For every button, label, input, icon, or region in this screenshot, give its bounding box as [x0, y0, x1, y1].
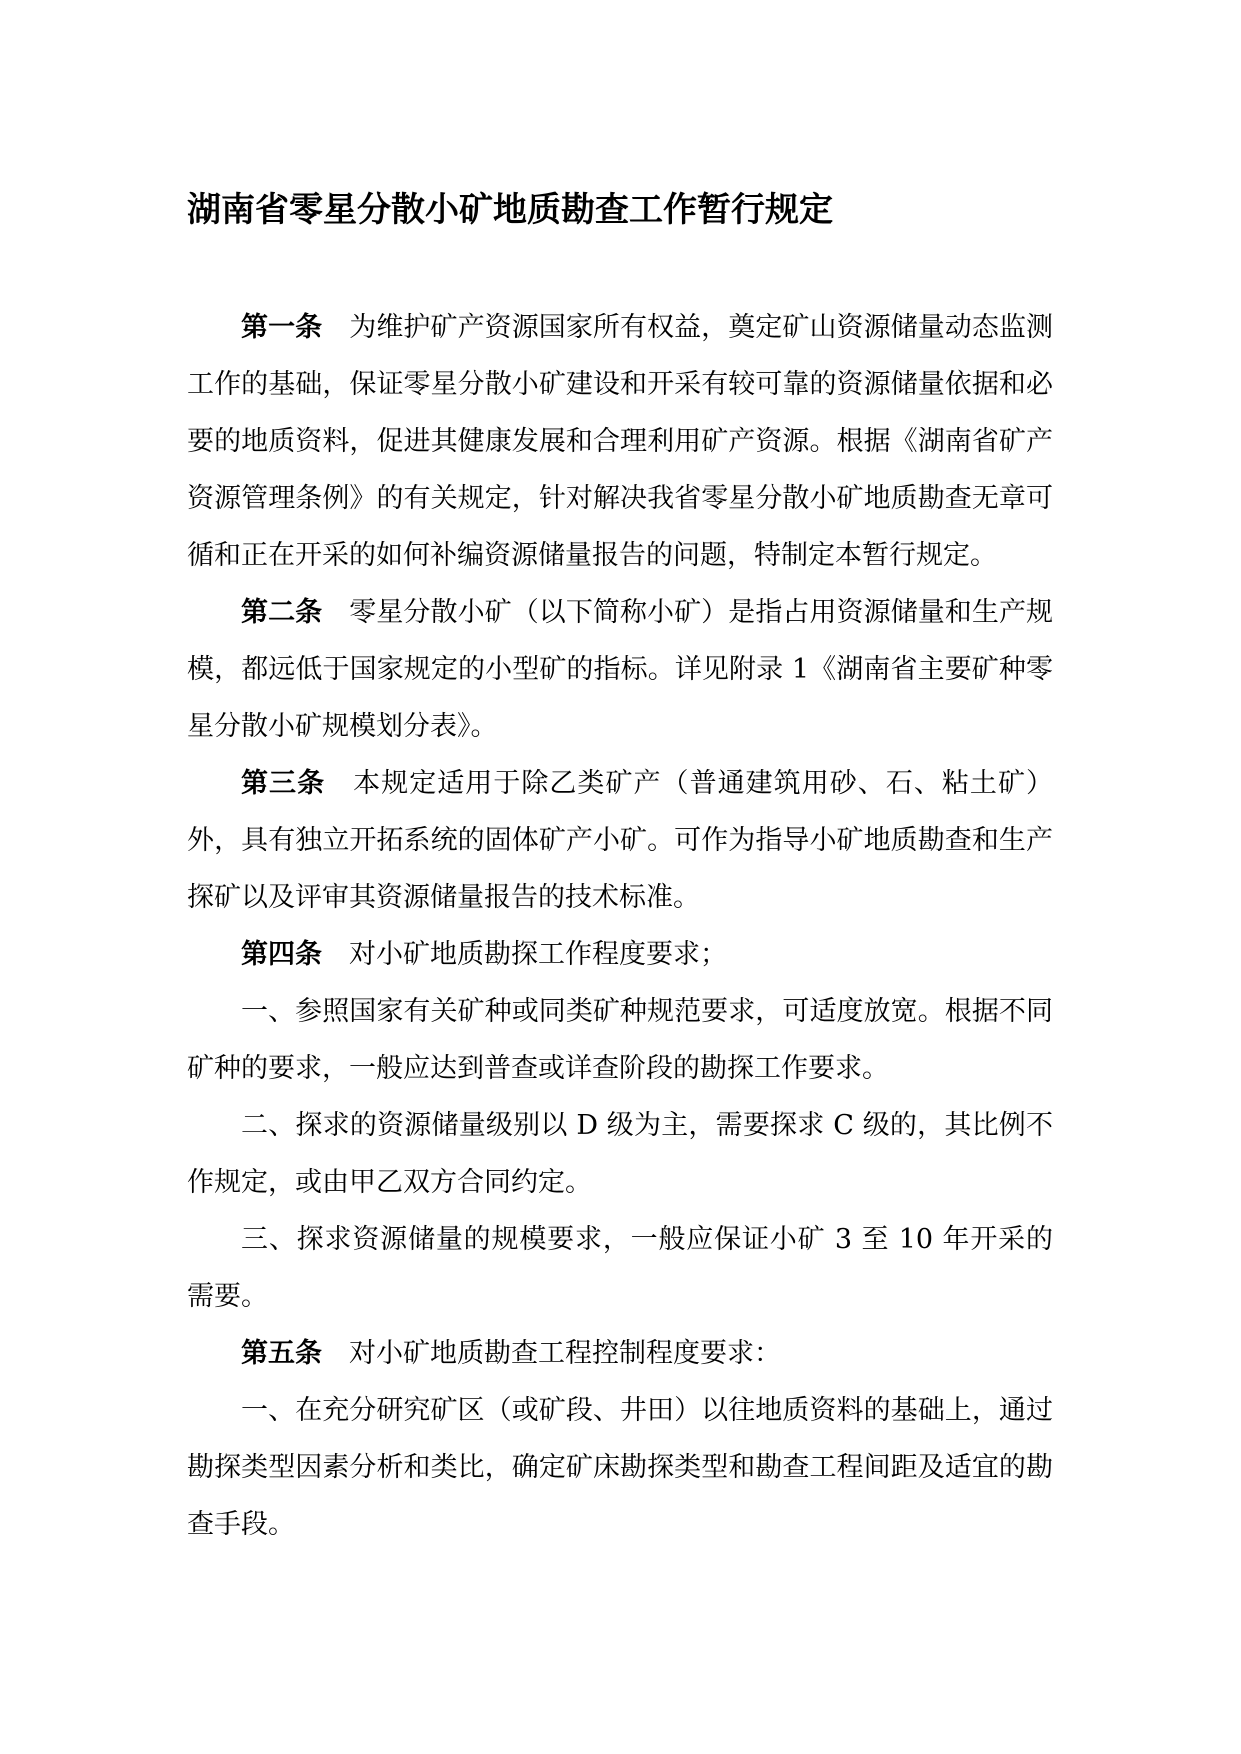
document-body: [187, 299, 1053, 1553]
article-heading: 第三条: [241, 768, 326, 799]
paragraph-text: 对小矿地质勘探工作程度要求；: [349, 939, 727, 970]
paragraph-article-4: [187, 926, 1053, 983]
paragraph-article-3: [187, 755, 1053, 926]
article-heading: 第一条: [241, 312, 323, 343]
article-heading: 第五条: [241, 1338, 322, 1369]
paragraph-text: 三、探求资源储量的规模要求，一般应保证小矿 3 至 10 年开采的需要。: [187, 1224, 1053, 1312]
paragraph-text: 二、探求的资源储量级别以 D 级为主，需要探求 C 级的，其比例不作规定，或由甲乙双方合同约定。: [187, 1110, 1053, 1198]
article-heading: 第四条: [241, 939, 322, 970]
paragraph-text: 本规定适用于除乙类矿产（普通建筑用砂、石、粘土矿）外，具有独立开拓系统的固体矿产小矿。可作为指导小矿地质勘查和生产探矿以及评审其资源储量报告的技术标准。: [187, 768, 1054, 913]
paragraph-text: 零星分散小矿（以下简称小矿）是指占用资源储量和生产规模，都远低于国家规定的小型矿的指标。详见附录 1《湖南省主要矿种零星分散小矿规模划分表》。: [187, 597, 1054, 742]
paragraph-text: 一、在充分研究矿区（或矿段、井田）以往地质资料的基础上，通过勘探类型因素分析和类比，确定矿床勘探类型和勘查工程间距及适宜的勘查手段。: [187, 1395, 1053, 1540]
paragraph-clause-4-3: [187, 1211, 1053, 1325]
paragraph-text: 一、参照国家有关矿种或同类矿种规范要求，可适度放宽。根据不同矿种的要求，一般应达到普查或详查阶段的勘探工作要求。: [187, 996, 1053, 1084]
paragraph-clause-4-1: [187, 983, 1053, 1097]
paragraph-text: 为维护矿产资源国家所有权益，奠定矿山资源储量动态监测工作的基础，保证零星分散小矿建设和开采有较可靠的资源储量依据和必要的地质资料，促进其健康发展和合理利用矿产资源。根据《湖南省矿产资源管理条例》的有关规定，针对解决我省零星分散小矿地质勘查无章可循和正在开采的如何补编资源储量报告的问题，特制定本暂行规定。: [187, 312, 1054, 571]
paragraph-clause-5-1: [187, 1382, 1053, 1553]
paragraph-article-1: [187, 299, 1053, 584]
paragraph-text: 对小矿地质勘查工程控制程度要求：: [349, 1338, 781, 1369]
paragraph-article-5: [187, 1325, 1053, 1382]
paragraph-article-2: [187, 584, 1053, 755]
article-heading: 第二条: [241, 597, 323, 628]
document-title: 湖南省零星分散小矿地质勘查工作暂行规定: [187, 190, 833, 230]
paragraph-clause-4-2: [187, 1097, 1053, 1211]
